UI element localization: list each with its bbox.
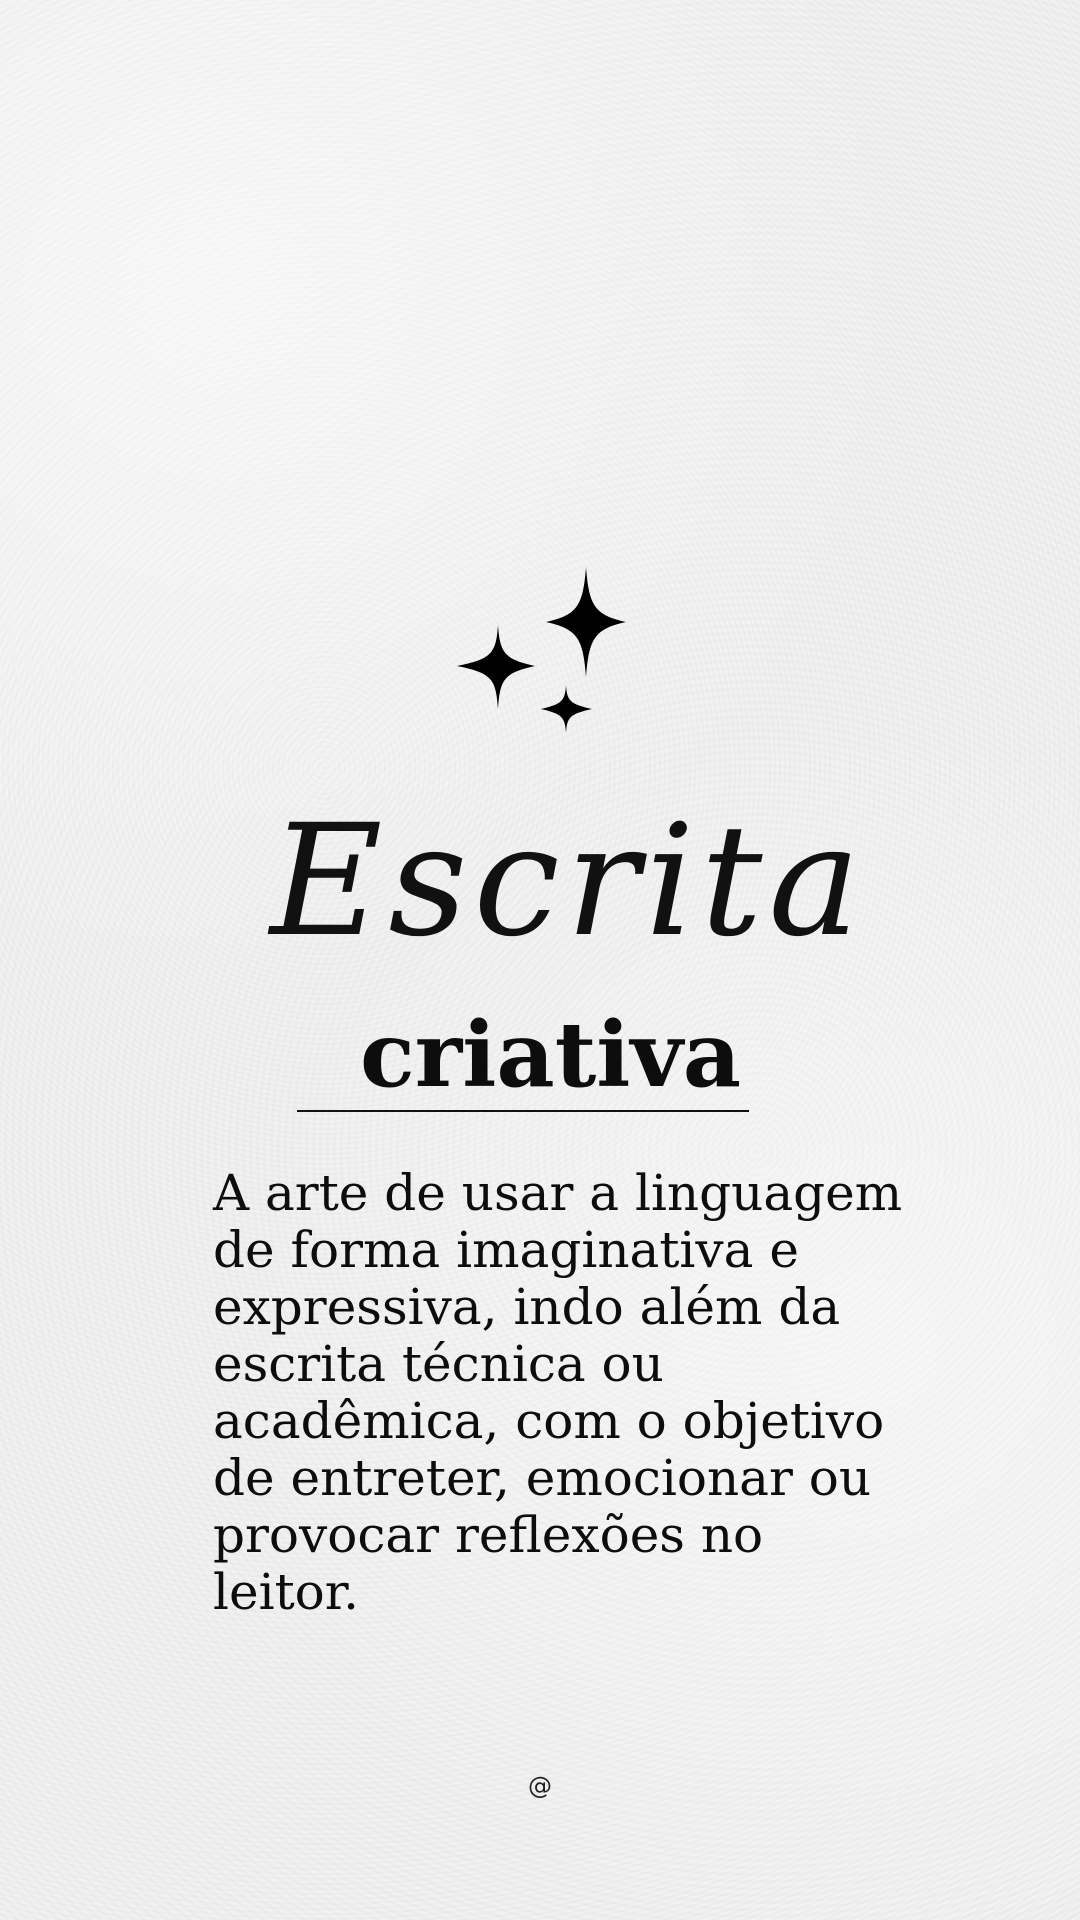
definition-text: A arte de usar a linguagem de forma imaginativa e expressiva, indo além da escrita técnica ou acadêmica, com o objetivo de entreter, emocionar ou provocar reflexões no leitor. [213,1164,903,1621]
title-underline [297,1110,749,1112]
medium-sparkle [457,625,535,709]
title-sub-word: criativa [360,1002,742,1108]
sparkles-icon [448,565,638,740]
small-sparkle [541,685,592,733]
large-sparkle [546,567,626,677]
title-script-word: Escrita [270,792,867,971]
footer-handle: @ [528,1772,552,1800]
